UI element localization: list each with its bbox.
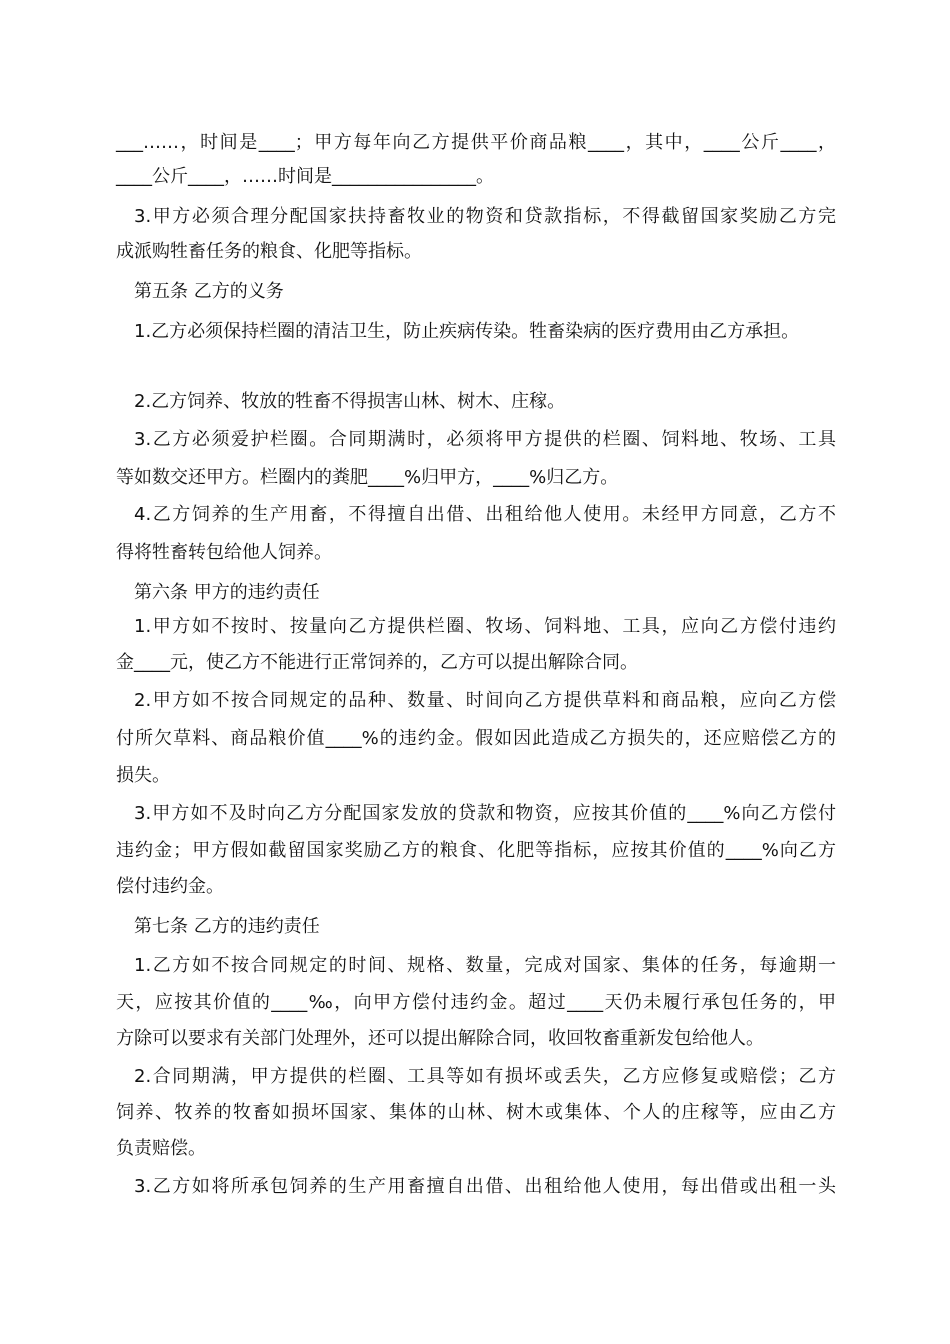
text-line: 1.乙方必须保持栏圈的清洁卫生，防止疾病传染。牲畜染病的医疗费用由乙方承担。 bbox=[134, 321, 800, 342]
text-line: 违约金；甲方假如截留国家奖励乙方的粮食、化肥等指标，应按其价值的____%向乙方 bbox=[116, 840, 836, 861]
text-line: 成派购牲畜任务的粮食、化肥等指标。 bbox=[116, 241, 422, 262]
text-line: 方除可以要求有关部门处理外，还可以提出解除合同，收回牧畜重新发包给他人。 bbox=[116, 1028, 764, 1049]
text-line: 金____元，使乙方不能进行正常饲养的，乙方可以提出解除合同。 bbox=[116, 652, 638, 673]
text-line: 3.甲方必须合理分配国家扶持畜牧业的物资和贷款指标，不得截留国家奖励乙方完 bbox=[134, 206, 836, 227]
text-line: 3.甲方如不及时向乙方分配国家发放的贷款和物资，应按其价值的____%向乙方偿付 bbox=[134, 803, 836, 824]
text-line: ____公斤____，……时间是________________。 bbox=[116, 166, 494, 187]
text-line: 2.合同期满，甲方提供的栏圈、工具等如有损坏或丢失，乙方应修复或赔偿；乙方 bbox=[134, 1066, 836, 1087]
text-line: 饲养、牧养的牧畜如损坏国家、集体的山林、树木或集体、个人的庄稼等，应由乙方 bbox=[116, 1102, 836, 1123]
text-line: 天，应按其价值的____‰，向甲方偿付违约金。超过____天仍未履行承包任务的，甲 bbox=[116, 992, 836, 1013]
text-line: 负责赔偿。 bbox=[116, 1138, 206, 1159]
text-line: 等如数交还甲方。栏圈内的粪肥____%归甲方，____%归乙方。 bbox=[116, 467, 619, 488]
text-line: 损失。 bbox=[116, 765, 170, 786]
text-line: 3.乙方必须爱护栏圈。合同期满时，必须将甲方提供的栏圈、饲料地、牧场、工具 bbox=[134, 429, 836, 450]
text-line: 3.乙方如将所承包饲养的生产用畜擅自出借、出租给他人使用，每出借或出租一头 bbox=[134, 1176, 836, 1197]
text-line: 1.乙方如不按合同规定的时间、规格、数量，完成对国家、集体的任务，每逾期一 bbox=[134, 955, 836, 976]
text-line: 第七条 乙方的违约责任 bbox=[134, 916, 320, 937]
text-line: 2.乙方饲养、牧放的牲畜不得损害山林、树木、庄稼。 bbox=[134, 391, 566, 412]
text-line: 付所欠草料、商品粮价值____%的违约金。假如因此造成乙方损失的，还应赔偿乙方的 bbox=[116, 728, 836, 749]
text-line: 1.甲方如不按时、按量向乙方提供栏圈、牧场、饲料地、工具，应向乙方偿付违约 bbox=[134, 616, 836, 637]
text-line: ___……，时间是____；甲方每年向乙方提供平价商品粮____，其中，____公斤____， bbox=[116, 132, 836, 153]
text-line: 第六条 甲方的违约责任 bbox=[134, 582, 320, 603]
text-line: 得将牲畜转包给他人饲养。 bbox=[116, 542, 332, 563]
text-line: 第五条 乙方的义务 bbox=[134, 281, 284, 302]
text-line: 4.乙方饲养的生产用畜，不得擅自出借、出租给他人使用。未经甲方同意，乙方不 bbox=[134, 504, 836, 525]
text-line: 偿付违约金。 bbox=[116, 876, 224, 897]
text-line: 2.甲方如不按合同规定的品种、数量、时间向乙方提供草料和商品粮，应向乙方偿 bbox=[134, 690, 836, 711]
